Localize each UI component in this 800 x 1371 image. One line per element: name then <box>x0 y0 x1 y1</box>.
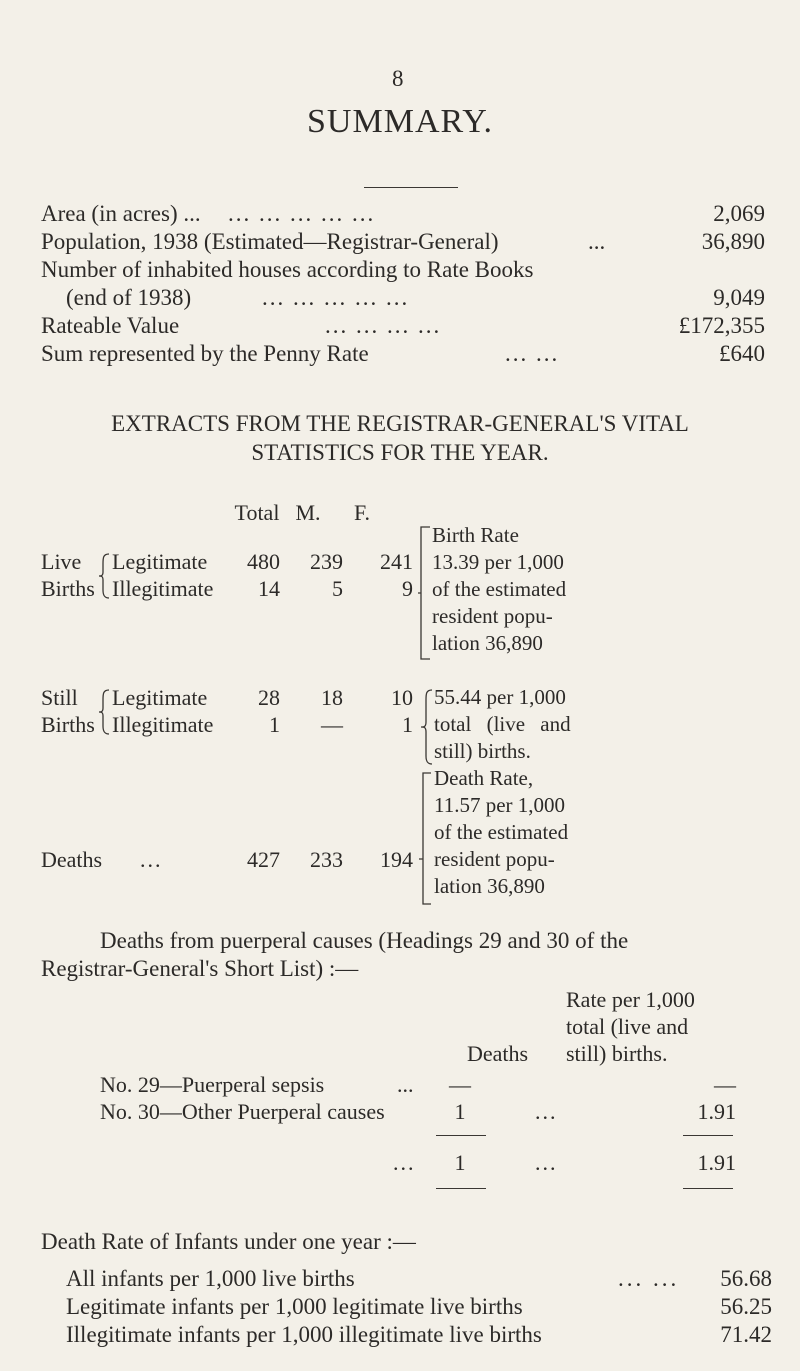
summary-dots: ... ... ... ... ... <box>262 285 410 310</box>
live-illegitimate-total: 14 <box>258 576 280 601</box>
birth-rate-note-2: 13.39 per 1,000 <box>432 550 564 574</box>
deaths-total: 427 <box>247 847 280 872</box>
birth-rate-note-4: resident popu- <box>432 604 553 628</box>
live-illegitimate-female: 9 <box>402 576 413 601</box>
live-illegitimate-male: 5 <box>332 576 343 601</box>
birth-rate-note-3: of the estimated <box>432 577 567 601</box>
infant-row-legitimate-value: 56.25 <box>720 1294 772 1319</box>
birth-rate-note-1: Birth Rate <box>432 523 519 547</box>
still-births-label-2: Births <box>41 712 95 737</box>
death-rate-note-2: 11.57 per 1,000 <box>434 793 566 817</box>
summary-value-rateable: £172,355 <box>678 313 765 338</box>
still-legitimate-total: 28 <box>258 685 280 710</box>
puerperal-total-deaths: 1 <box>454 1150 466 1175</box>
deaths-column-header: Deaths <box>467 1041 529 1066</box>
summary-label-population: Population, 1938 (Estimated—Registrar-General) <box>41 229 499 254</box>
page-title: SUMMARY. <box>307 103 493 140</box>
rate-header-3: still) births. <box>566 1041 668 1066</box>
still-illegitimate-label: Illegitimate <box>112 712 214 737</box>
birth-rate-note-5: lation 36,890 <box>432 631 543 655</box>
death-rate-bracket-icon <box>419 768 433 908</box>
puerperal-row-29-label: No. 29—Puerperal sepsis <box>100 1072 325 1097</box>
still-illegitimate-total: 1 <box>269 712 280 737</box>
still-rate-note-1: 55.44 per 1,000 <box>434 685 566 709</box>
summary-label-penny-rate: Sum represented by the Penny Rate <box>41 341 369 366</box>
deaths-male: 233 <box>310 847 343 872</box>
still-legitimate-label: Legitimate <box>112 685 208 710</box>
rate-subtotal-rule <box>683 1135 733 1136</box>
puerperal-intro-2: Registrar-General's Short List) :— <box>41 956 359 981</box>
live-illegitimate-label: Illegitimate <box>112 576 214 601</box>
live-births-brace-icon <box>97 552 111 600</box>
extracts-heading-line1: EXTRACTS FROM THE REGISTRAR-GENERAL'S VITAL <box>111 411 689 436</box>
deaths-subtotal-rule <box>436 1135 486 1136</box>
still-legitimate-female: 10 <box>391 685 413 710</box>
still-rate-note-3: still) births. <box>434 739 531 763</box>
puerperal-row-30-label: No. 30—Other Puerperal causes <box>100 1099 385 1124</box>
birth-rate-bracket-icon <box>418 524 432 662</box>
live-legitimate-female: 241 <box>380 549 413 574</box>
summary-dots: ... ... ... ... <box>325 313 442 338</box>
still-rate-note-2: total (live and <box>434 712 571 736</box>
puerperal-row-29-rate: — <box>714 1072 736 1097</box>
summary-dots: ... ... ... ... ... <box>228 201 376 226</box>
page-number: 8 <box>392 66 404 91</box>
live-legitimate-male: 239 <box>310 549 343 574</box>
column-header-total: Total <box>234 500 280 525</box>
live-births-label-1: Live <box>41 549 82 574</box>
still-legitimate-male: 18 <box>321 685 343 710</box>
still-rate-brace-icon <box>420 688 434 768</box>
summary-value-penny-rate: £640 <box>719 341 765 366</box>
column-header-male: M. <box>295 500 321 525</box>
summary-dots: ... ... <box>505 341 560 366</box>
infant-row-legitimate-label: Legitimate infants per 1,000 legitimate live births <box>66 1294 523 1319</box>
deaths-total-rule <box>436 1188 486 1189</box>
still-illegitimate-female: 1 <box>402 712 413 737</box>
deaths-label: Deaths <box>41 847 103 872</box>
live-legitimate-label: Legitimate <box>112 549 208 574</box>
summary-label-houses: Number of inhabited houses according to Rate Books <box>41 257 534 282</box>
puerperal-row-29-deaths: — <box>449 1072 471 1097</box>
death-rate-note-3: of the estimated <box>434 820 569 844</box>
rate-header-2: total (live and <box>566 1014 689 1039</box>
summary-label-houses-end: (end of 1938) <box>66 285 192 310</box>
puerperal-total-dots: ... <box>535 1150 558 1175</box>
summary-label-area: Area (in acres) ... <box>41 201 201 226</box>
rate-total-rule <box>683 1188 733 1189</box>
puerperal-intro-1: Deaths from puerperal causes (Headings 29 and 30 of the <box>100 928 629 953</box>
infant-row-all-label: All infants per 1,000 live births <box>66 1266 355 1291</box>
infant-heading: Death Rate of Infants under one year :— <box>41 1229 416 1254</box>
summary-value-area: 2,069 <box>713 201 765 226</box>
infant-row-illegitimate-value: 71.42 <box>720 1322 772 1347</box>
summary-value-houses: 9,049 <box>713 285 765 310</box>
still-births-label-1: Still <box>41 685 78 710</box>
puerperal-total-rate: 1.91 <box>697 1150 736 1175</box>
infant-row-illegitimate-label: Illegitimate infants per 1,000 illegitimate live births <box>66 1322 542 1347</box>
death-rate-note-1: Death Rate, <box>434 766 534 790</box>
puerperal-row-30-rate: 1.91 <box>697 1099 736 1124</box>
extracts-heading-line2: STATISTICS FOR THE YEAR. <box>251 440 549 465</box>
summary-value-population: 36,890 <box>701 229 765 254</box>
title-divider <box>364 187 458 188</box>
live-legitimate-total: 480 <box>247 549 280 574</box>
summary-label-rateable: Rateable Value <box>41 313 180 338</box>
infant-row-all-value: 56.68 <box>720 1266 772 1291</box>
puerperal-row-29-dots: ... <box>397 1072 414 1097</box>
puerperal-total-dots: ... <box>393 1150 416 1175</box>
rate-header-1: Rate per 1,000 <box>566 987 695 1012</box>
puerperal-row-30-dots: ... <box>535 1099 558 1124</box>
death-rate-note-4: resident popu- <box>434 847 555 871</box>
still-illegitimate-male: — <box>321 712 343 737</box>
summary-dots: ... <box>588 229 606 254</box>
live-births-label-2: Births <box>41 576 95 601</box>
column-header-female: F. <box>354 500 370 525</box>
still-births-brace-icon <box>97 688 111 736</box>
puerperal-row-30-deaths: 1 <box>454 1099 466 1124</box>
death-rate-note-5: lation 36,890 <box>434 874 545 898</box>
deaths-female: 194 <box>380 847 413 872</box>
infant-row-all-dots: ... ... <box>618 1266 680 1291</box>
deaths-dots: ... <box>140 847 163 872</box>
